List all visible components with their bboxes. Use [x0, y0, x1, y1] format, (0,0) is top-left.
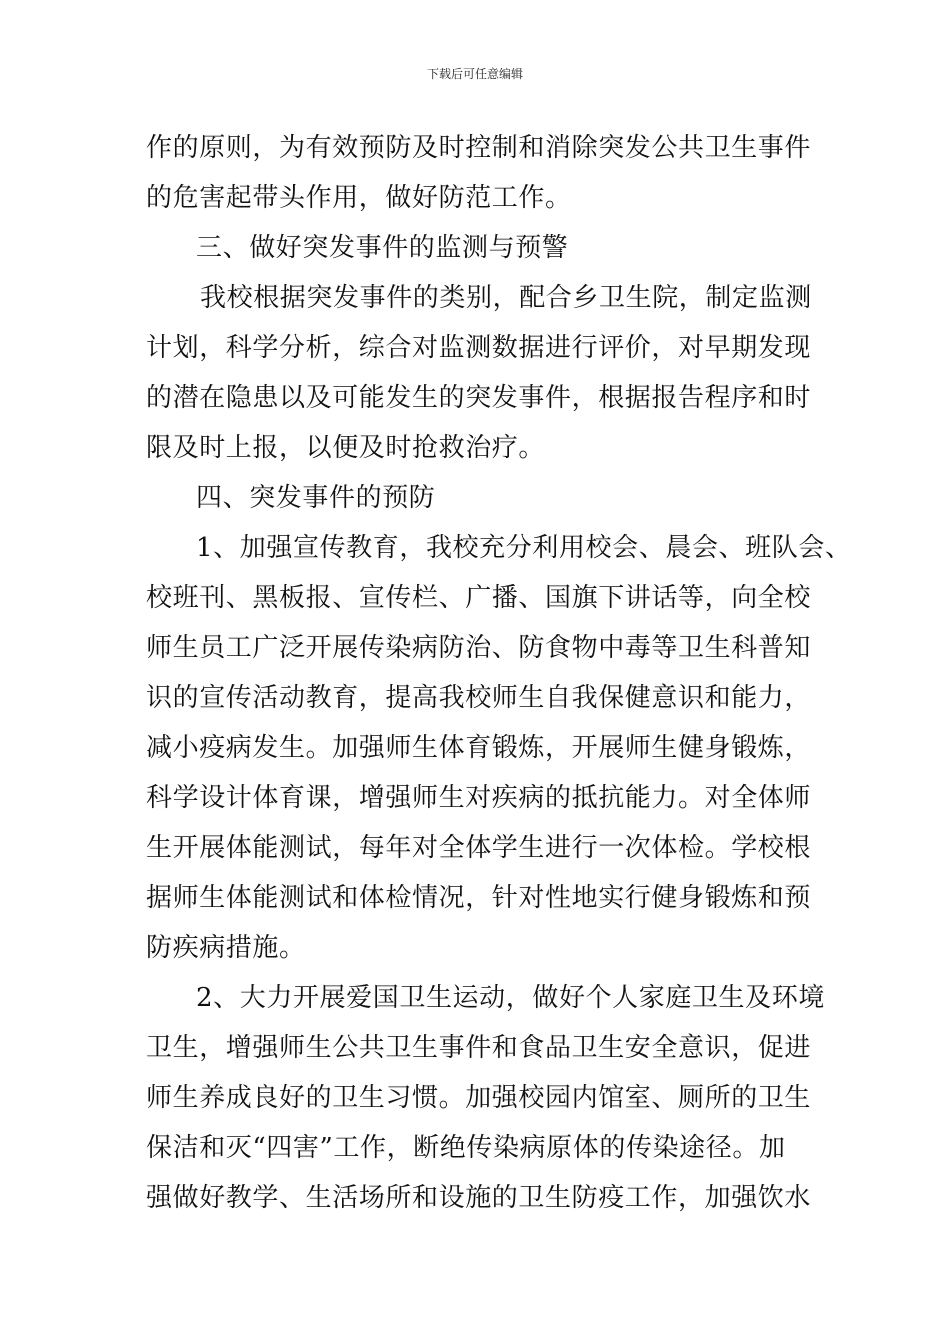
- body-line: 校班刊、黑板报、宣传栏、广播、国旗下讲话等，向全校: [146, 583, 812, 613]
- body-line: 卫生，增强师生公共卫生事件和食品卫生安全意识，促进: [146, 1033, 812, 1063]
- body-line: 据师生体能测试和体检情况，针对性地实行健身锻炼和预: [146, 883, 812, 913]
- body-line: 作的原则，为有效预防及时控制和消除突发公共卫生事件: [146, 133, 812, 163]
- body-line: 计划，科学分析，综合对监测数据进行评价，对早期发现: [146, 333, 812, 363]
- body-line: 师生员工广泛开展传染病防治、防食物中毒等卫生科普知: [146, 633, 812, 663]
- body-line: 的危害起带头作用，做好防范工作。: [146, 183, 572, 213]
- body-line: 保洁和灭“四害”工作，断绝传染病原体的传染途径。加: [146, 1133, 786, 1163]
- body-line: 生开展体能测试，每年对全体学生进行一次体检。学校根: [146, 833, 812, 863]
- header-note: 下载后可任意编辑: [426, 67, 523, 81]
- body-line: 减小疫病发生。加强师生体育锻炼，开展师生健身锻炼，: [146, 733, 812, 763]
- body-line: 防疾病措施。: [146, 933, 306, 963]
- body-line: 识的宣传活动教育，提高我校师生自我保健意识和能力，: [146, 683, 812, 713]
- body-line: 限及时上报，以便及时抢救治疗。: [146, 433, 546, 463]
- body-line: 2、大力开展爱国卫生运动，做好个人家庭卫生及环境: [196, 983, 825, 1013]
- body-line: 1、加强宣传教育，我校充分利用校会、晨会、班队会、: [196, 533, 852, 563]
- body-line: 的潜在隐患以及可能发生的突发事件，根据报告程序和时: [146, 383, 812, 413]
- body-line: 师生养成良好的卫生习惯。加强校园内馆室、厕所的卫生: [146, 1083, 812, 1113]
- body-line: 科学设计体育课，增强师生对疾病的抵抗能力。对全体师: [146, 783, 812, 813]
- body-line: 我校根据突发事件的类别，配合乡卫生院，制定监测: [200, 283, 812, 313]
- section-heading: 四、突发事件的预防: [196, 483, 436, 513]
- section-heading: 三、做好突发事件的监测与预警: [196, 233, 569, 263]
- body-line: 强做好教学、生活场所和设施的卫生防疫工作，加强饮水: [146, 1183, 812, 1213]
